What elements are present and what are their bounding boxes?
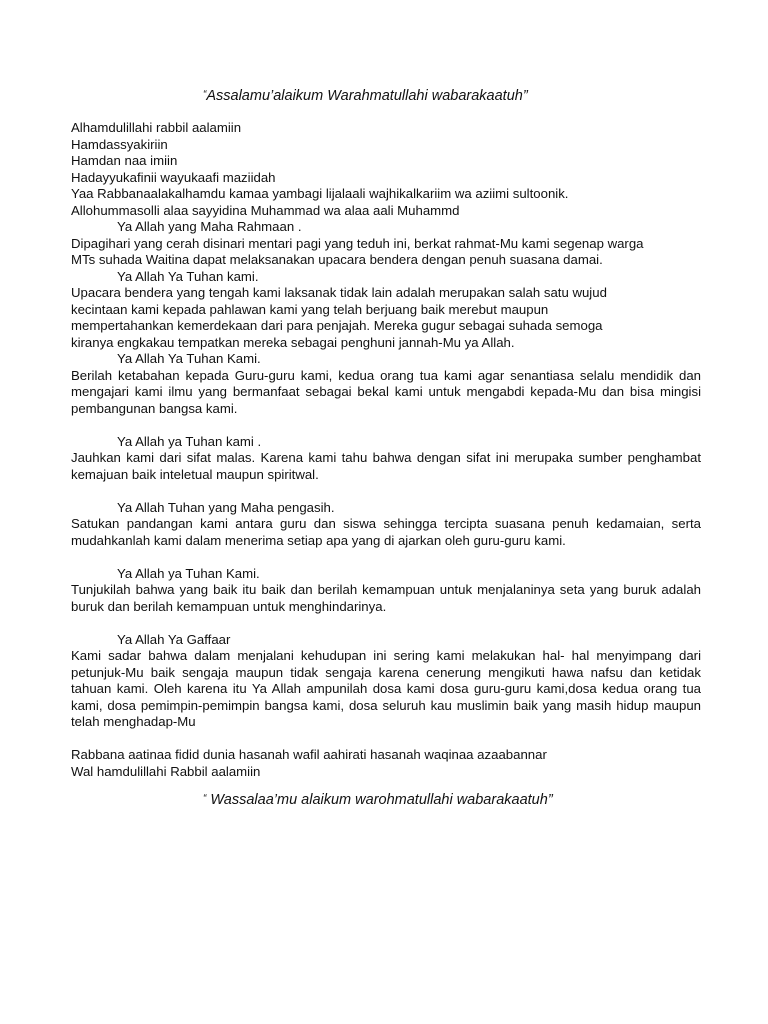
closing-quote-right: ” <box>547 792 553 808</box>
opening-greeting <box>203 86 528 105</box>
intro-line: Hamdan naa imiin <box>71 153 178 168</box>
prayer-body <box>71 120 701 780</box>
closing-quote-left: “ <box>203 793 207 804</box>
closing-line: Wal hamdulillahi Rabbil aalamiin <box>71 763 261 779</box>
opening-quote-right: ” <box>522 88 528 104</box>
invocation-heading: Ya Allah Tuhan yang Maha pengasih. <box>117 499 335 515</box>
invocation-heading: Ya Allah ya Tuhan kami . <box>117 433 262 449</box>
intro-line: Hadayyukafinii wayukaafi maziidah <box>71 169 276 185</box>
paragraph-gap <box>71 549 701 566</box>
closing-greeting-text: Wassalaa’mu alaikum warohmatullahi wabarakaatuh <box>210 792 548 808</box>
section-paragraph: Satukan pandangan kami antara guru dan siswa sehingga tercipta suasana penuh kedamaian, serta mudahkanlah kami dalam menerima setiap apa yang di ajarkan oleh guru-guru kami. <box>71 516 701 548</box>
paragraph-gap <box>71 731 701 748</box>
section-paragraph: Berilah ketabahan kepada Guru-guru kami, kedua orang tua kami agar senantiasa selalu mendidik dan mengajari kami ilmu yang bermanfaat sebagai bekal kami untuk mengabdi kepada-Mu dan bisa mingisi pembangunan bangsa kami. <box>71 367 701 416</box>
opening-quote-left: “ <box>203 89 207 100</box>
paragraph-gap <box>71 483 701 500</box>
section-line: mempertahankan kemerdekaan dari para penjajah. Mereka gugur sebagai suhada semoga <box>71 318 603 333</box>
invocation-heading: Ya Allah yang Maha Rahmaan . <box>117 219 302 234</box>
intro-line: Allohummasolli alaa sayyidina Muhammad wa alaa aali Muhammd <box>71 202 460 218</box>
section-line: Upacara bendera yang tengah kami laksanak tidak lain adalah merupakan salah satu wujud <box>71 285 607 300</box>
intro-line: Alhamdulillahi rabbil aalamiin <box>71 120 242 135</box>
section-line: kiranya engkakau tempatkan mereka sebagai penghuni jannah-Mu ya Allah. <box>71 334 515 350</box>
paragraph-gap <box>71 417 701 434</box>
invocation-heading: Ya Allah Ya Tuhan Kami. <box>117 351 261 366</box>
invocation-heading: Ya Allah Ya Gaffaar <box>117 631 231 647</box>
opening-greeting-text: Assalamu’alaikum Warahmatullahi wabarakaatuh <box>206 88 523 104</box>
intro-line: Hamdassyakiriin <box>71 136 168 152</box>
section-paragraph: Tunjukilah bahwa yang baik itu baik dan berilah kemampuan untuk menjalaninya seta yang buruk adalah buruk dan berilah kemampuan untuk menghindarinya. <box>71 582 701 614</box>
intro-line: Yaa Rabbanaalakalhamdu kamaa yambagi lijalaali wajhikalkariim wa aziimi sultoonik. <box>71 186 569 201</box>
closing-greeting <box>203 790 553 809</box>
section-line: Dipagihari yang cerah disinari mentari pagi yang teduh ini, berkat rahmat-Mu kami segenap warga <box>71 235 644 251</box>
section-paragraph: Kami sadar bahwa dalam menjalani kehudupan ini sering kami melakukan hal- hal menyimpang dari petunjuk-Mu baik sengaja maupun tidak sengaja karena cenerung mengikuti hawa nafsu dan ketidak tahuan kami. Oleh karena itu Ya Allah ampunilah dosa kami dosa guru-guru kami,dosa kedua orang tua kami, dosa pemimpin-pemimpin bangsa kami, dosa seluruh kau muslimin baik yang masih hidup maupun telah menghadap-Mu <box>71 648 701 729</box>
section-paragraph: Jauhkan kami dari sifat malas. Karena kami tahu bahwa dengan sifat ini merupaka sumber penghambat kemajuan baik inteletual maupun spiritwal. <box>71 450 701 482</box>
invocation-heading: Ya Allah ya Tuhan Kami. <box>117 565 260 581</box>
section-line: MTs suhada Waitina dapat melaksanakan upacara bendera dengan penuh suasana damai. <box>71 252 603 267</box>
paragraph-gap <box>71 615 701 632</box>
closing-line: Rabbana aatinaa fidid dunia hasanah wafil aahirati hasanah waqinaa azaabannar <box>71 747 547 762</box>
invocation-heading: Ya Allah Ya Tuhan kami. <box>117 268 259 284</box>
section-line: kecintaan kami kepada pahlawan kami yang telah berjuang baik merebut maupun <box>71 301 549 317</box>
